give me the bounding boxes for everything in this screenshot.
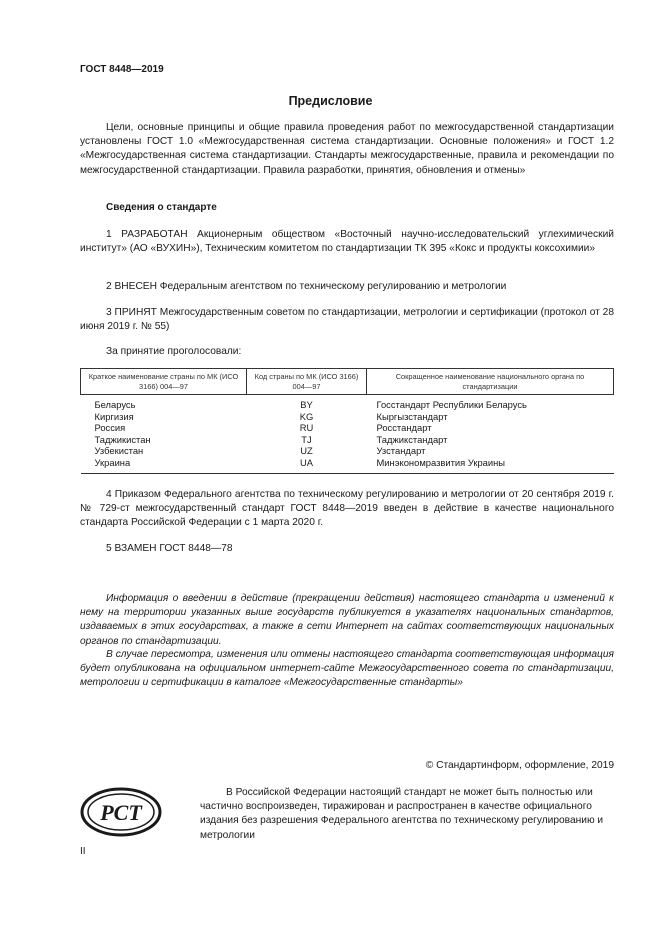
table-cell-country: Украина [81,457,247,473]
table-row [81,422,614,434]
voted-label: За принятие проголосовали: [106,346,242,357]
item-submitted-text: 2 ВНЕСЕН Федеральным агентством по техническому регулированию и метрологии [106,281,507,292]
page-number: II [80,846,86,857]
table-cell-country: Беларусь [94,399,136,410]
table-cell-country: Узбекистан [94,445,144,457]
table-header-country: Краткое наименование страны по МК (ИСО 3166) 004—97 [81,369,247,395]
item-submitted [80,280,614,294]
table-row [81,395,614,411]
table-header-code: Код страны по МК (ИСО 3166) 004—97 [247,369,367,395]
countries-table [80,368,614,474]
table-cell-agency: Росстандарт [376,422,432,434]
table-row [81,434,614,446]
item-developed-text: 1 РАЗРАБОТАН Акционерным обществом «Восточный научно-исследовательский углехимический институт» (АО «ВУХИН»), Техническим комитетом по стандартизации ТК 395 «Кокс и продукты коксохимии» [80,229,614,255]
document-code: ГОСТ 8448—2019 [80,64,164,75]
info-note-2-text: В случае пересмотра, изменения или отмены настоящего стандарта соответствующая информация будет опубликована на официальном интернет-сайте Межгосударственного совета по стандартизации, метрологии и сертификации в каталоге «Межгосударственные стандарты» [80,649,614,689]
info-note-2 [80,648,614,691]
table-cell-code: TJ [301,433,312,445]
law-notice [200,786,614,843]
standard-info-heading: Сведения о стандарте [106,202,217,213]
table-cell-code: BY [300,399,313,410]
table-header-agency: Сокращенное наименование национального органа по стандартизации [367,369,614,395]
table-cell-agency: Кыргызстандарт [376,410,448,422]
item-replaces-text: 5 ВЗАМЕН ГОСТ 8448—78 [106,543,233,554]
table-cell-country: Киргизия [94,410,134,422]
table-row [81,457,614,473]
item-enacted-text: 4 Приказом Федерального агентства по техническому регулированию и метрологии от 20 сентября 2019 г. № 729-ст межгосударственный стандарт ГОСТ 8448—2019 введен в действие в качестве национального стандарта Российской Федерации с 1 марта 2020 г. [80,489,614,529]
table-row [81,445,614,457]
table-cell-code: KG [299,410,314,422]
law-notice-text: В Российской Федерации настоящий стандарт не может быть полностью или частично воспроизведен, тиражирован и распространен в качестве официального издания без разрешения Федерального агентства по техническому регулированию и метрологии [200,787,604,841]
item-enacted [80,488,614,531]
table-cell-agency: Госстандарт Республики Беларусь [376,399,527,410]
info-note-1 [80,592,614,649]
info-note-1-text: Информация о введении в действие (прекращении действия) настоящего стандарта и изменений к нему на территории указанных выше государств публикуется в указателях национальных стандартов, издаваемых в этих государствах, а также в сети Интернет на сайтах соответствующих национальных органов по стандартизации. [80,593,614,647]
table-cell-agency: Минэкономразвития Украины [367,457,614,473]
table-cell-country: Таджикистан [94,433,151,445]
table-cell-code: RU [299,422,314,434]
table-cell-code: UZ [300,445,313,457]
item-adopted-text: 3 ПРИНЯТ Межгосударственным советом по стандартизации, метрологии и сертификации (протокол от 28 июня 2019 г. № 55) [80,307,614,333]
intro-paragraph [80,121,614,178]
logo-text: РСТ [100,800,142,825]
item-replaces [80,542,614,556]
item-adopted [80,306,614,334]
table-header-row [81,369,614,395]
page-title: Предисловие [288,94,373,108]
table-cell-code: UA [247,457,367,473]
table-cell-agency: Узстандарт [376,445,426,457]
table-row [81,411,614,423]
rst-certification-mark-icon [80,787,162,837]
item-developed [80,228,614,256]
table-cell-country: Россия [94,422,126,434]
table-cell-agency: Таджикстандарт [376,433,448,445]
copyright: © Стандартинформ, оформление, 2019 [425,760,614,771]
intro-text: Цели, основные принципы и общие правила проведения работ по межгосударственной стандартизации установлены ГОСТ 1.0 «Межгосударственная система стандартизации. Основные положения» и ГОСТ 1.2 «Межгосударственная система стандартизации. Стандарты межгосударственные, правила и рекомендации по межгосударственной стандартизации. Правила разработки, принятия, обновления и отмены» [80,122,614,176]
